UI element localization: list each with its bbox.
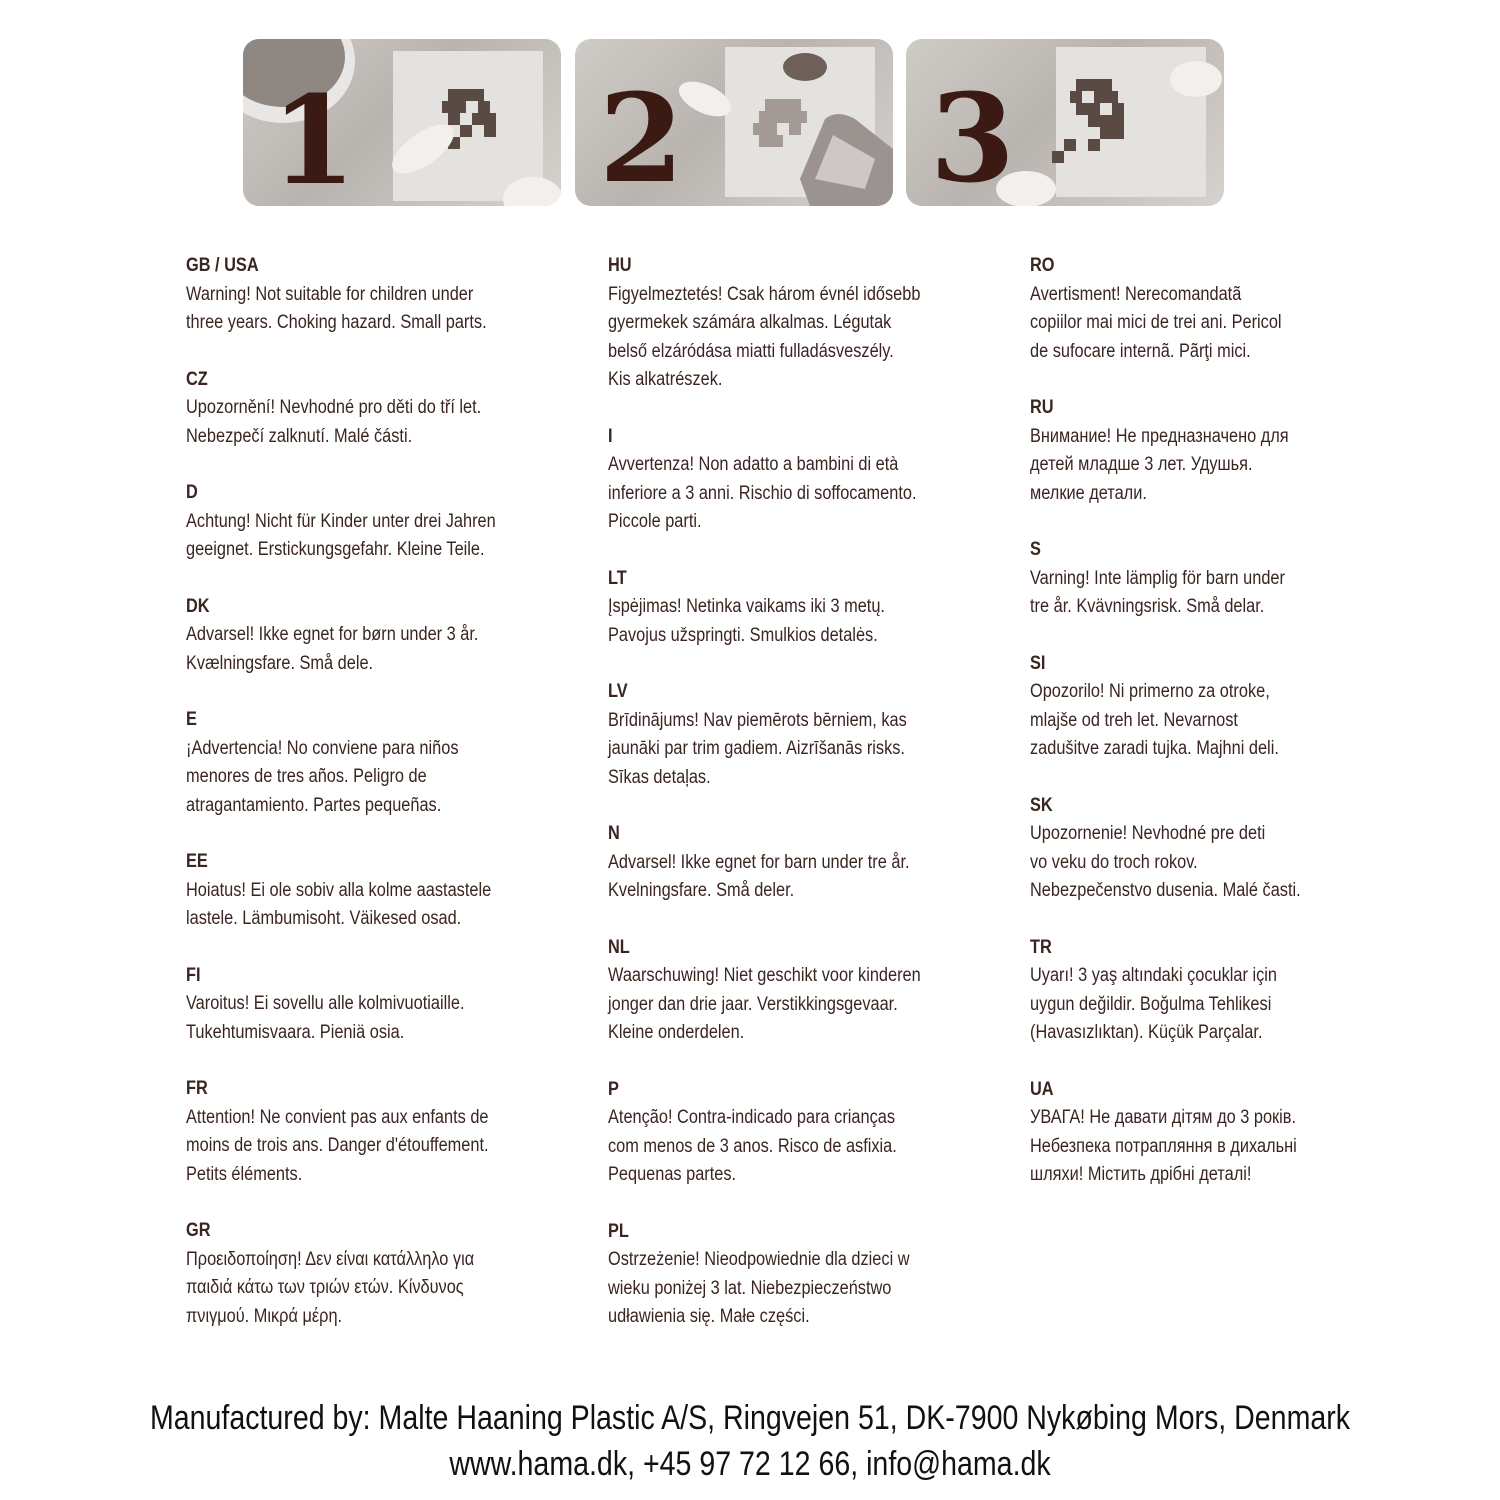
warning-text: Ostrzeżenie! Nieodpowiednie dla dzieci w wieku poniżej 3 lat. Niebezpieczeństwo udławienia się. Małe części. bbox=[608, 1249, 910, 1327]
language-code: E bbox=[186, 709, 197, 730]
language-code: SK bbox=[1030, 794, 1053, 816]
warning-text: Avertisment! Nerecomandatã copiilor mai mici de trei ani. Pericol de sufocare internã. Pãrţi mici. bbox=[1030, 283, 1282, 362]
warning-text: Attention! Ne convient pas aux enfants de moins de trois ans. Danger d'étouffement. Petits éléments. bbox=[186, 1106, 489, 1185]
warning-text: Waarschuwing! Niet geschikt voor kinderen jonger dan drie jaar. Verstikkingsgevaar. Kleine onderdelen. bbox=[608, 965, 921, 1043]
language-code: FI bbox=[186, 964, 201, 986]
warning-text: Advarsel! Ikke egnet for børn under 3 år. Kvælningsfare. Små dele. bbox=[186, 624, 479, 674]
warning-text: Warning! Not suitable for children under three years. Choking hazard. Small parts. bbox=[186, 283, 487, 333]
warning-block-gr bbox=[186, 1217, 586, 1331]
warning-text: Figyelmeztetés! Csak három évnél idősebb gyermekek számára alkalmas. Légutak belső elzáródása miatti fulladásveszély. Kis alkatrészek. bbox=[608, 283, 921, 390]
step-3-panel bbox=[906, 39, 1224, 206]
warning-block-n bbox=[608, 820, 1008, 906]
warning-block-ee bbox=[186, 848, 586, 934]
warning-block-dk bbox=[186, 593, 586, 679]
warning-block-d bbox=[186, 479, 586, 565]
language-code: DK bbox=[186, 595, 210, 617]
warning-text: Προειδοποίηση! Δεν είναι κατάλληλο για παιδιά κάτω των τριών ετών. Κίνδυνος πνιγμού. Μικρά μέρη. bbox=[186, 1248, 475, 1327]
warning-text: Opozorilo! Ni primerno za otroke, mlajše od treh let. Nevarnost zadušitve zaradi tujka. Majhni deli. bbox=[1030, 681, 1279, 759]
language-code: EE bbox=[186, 851, 208, 872]
language-code: GR bbox=[186, 1220, 211, 1241]
warning-block-fi bbox=[186, 962, 586, 1048]
warning-block-hu bbox=[608, 252, 1008, 395]
language-code: GB / USA bbox=[186, 255, 259, 276]
language-code: RU bbox=[1030, 397, 1054, 418]
warnings-column-2 bbox=[608, 252, 1008, 1360]
warning-block-tr bbox=[1030, 934, 1430, 1048]
warning-text: Hoiatus! Ei ole sobiv alla kolme aastastele lastele. Lämbumisoht. Väikesed osad. bbox=[186, 879, 492, 929]
language-code: S bbox=[1030, 539, 1041, 560]
manufacturer-address: Manufactured by: Malte Haaning Plastic A/S, Ringvejen 51, DK-7900 Nykøbing Mors, Denmark bbox=[149, 1399, 1351, 1437]
warning-block-pl bbox=[608, 1218, 1008, 1332]
warning-text: УВАГА! Не давати дітям до 3 років. Небезпека потрапляння в дихальні шляхи! Містить дрібні деталі! bbox=[1030, 1107, 1297, 1185]
warning-block-cz bbox=[186, 366, 586, 452]
warning-block-gb-usa bbox=[186, 252, 586, 338]
manufacturer-footer bbox=[0, 1395, 1500, 1487]
language-code: FR bbox=[186, 1078, 208, 1099]
language-code: P bbox=[608, 1078, 619, 1100]
warning-block-p bbox=[608, 1076, 1008, 1190]
warning-block-nl bbox=[608, 934, 1008, 1048]
warning-text: Įspėjimas! Netinka vaikams iki 3 metų. Pavojus užspringti. Smulkios detalės. bbox=[608, 596, 885, 646]
warning-block-i bbox=[608, 423, 1008, 537]
warning-block-s bbox=[1030, 536, 1430, 622]
language-code: UA bbox=[1030, 1078, 1054, 1100]
warning-text: Upozornění! Nevhodné pro děti do tří let. Nebezpečí zalknutí. Malé části. bbox=[186, 397, 482, 447]
warning-text: Upozornenie! Nevhodné pre deti vo veku do troch rokov. Nebezpečenstvo dusenia. Malé časti. bbox=[1030, 823, 1301, 901]
warning-block-ua bbox=[1030, 1076, 1430, 1190]
warning-block-sk bbox=[1030, 792, 1430, 906]
warning-text: Varoitus! Ei sovellu alle kolmivuotiaille. Tukehtumisvaara. Pieniä osia. bbox=[186, 993, 465, 1043]
language-code: PL bbox=[608, 1220, 629, 1242]
warning-text: Atenção! Contra-indicado para crianças com menos de 3 anos. Risco de asfixia. Pequenas partes. bbox=[608, 1107, 897, 1185]
language-code: LV bbox=[608, 681, 628, 702]
language-code: NL bbox=[608, 936, 630, 958]
warning-text: Brīdinājums! Nav piemērots bērniem, kas jaunāki par trim gadiem. Aizrīšanās risks. Sīkas detaļas. bbox=[608, 709, 907, 788]
warning-text: Uyarı! 3 yaş altındaki çocuklar için uygun değildir. Boğulma Tehlikesi (Havasızlıktan). Küçük Parçalar. bbox=[1030, 965, 1278, 1043]
warning-block-lv bbox=[608, 678, 1008, 792]
warning-text: Varning! Inte lämplig för barn under tre år. Kvävningsrisk. Små delar. bbox=[1030, 567, 1285, 617]
step-1-panel bbox=[243, 39, 561, 206]
step-number: 3 bbox=[930, 66, 1015, 206]
language-code: LT bbox=[608, 567, 627, 589]
warnings-column-3 bbox=[1030, 252, 1430, 1218]
language-code: HU bbox=[608, 255, 632, 276]
language-code: I bbox=[608, 425, 613, 447]
step-number: 1 bbox=[271, 68, 356, 206]
warning-block-ru bbox=[1030, 394, 1430, 508]
warning-block-lt bbox=[608, 565, 1008, 651]
step-2-panel bbox=[575, 39, 893, 206]
manufacturer-contact: www.hama.dk, +45 97 72 12 66, info@hama.dk bbox=[449, 1445, 1051, 1483]
instruction-steps bbox=[243, 39, 1224, 206]
language-code: CZ bbox=[186, 368, 208, 390]
warning-block-e bbox=[186, 706, 586, 820]
warning-block-fr bbox=[186, 1075, 586, 1189]
warning-text: Avvertenza! Non adatto a bambini di età inferiore a 3 anni. Rischio di soffocamento. Piccole parti. bbox=[608, 454, 917, 532]
warning-block-ro bbox=[1030, 252, 1430, 366]
warnings-column-1 bbox=[186, 252, 586, 1359]
language-code: SI bbox=[1030, 652, 1046, 674]
warning-text: Achtung! Nicht für Kinder unter drei Jahren geeignet. Erstickungsgefahr. Kleine Teile. bbox=[186, 510, 496, 560]
language-code: N bbox=[608, 823, 620, 844]
language-code: TR bbox=[1030, 936, 1052, 958]
warning-text: ¡Advertencia! No conviene para niños menores de tres años. Peligro de atragantamiento. Partes pequeñas. bbox=[186, 737, 459, 816]
warning-block-si bbox=[1030, 650, 1430, 764]
language-code: D bbox=[186, 482, 198, 503]
warning-text: Advarsel! Ikke egnet for barn under tre år. Kvelningsfare. Små deler. bbox=[608, 851, 910, 901]
step-number: 2 bbox=[599, 66, 684, 206]
warning-text: Внимание! Не предназначено для детей младше 3 лет. Удушья. мелкие детали. bbox=[1030, 425, 1289, 504]
language-code: RO bbox=[1030, 255, 1055, 276]
